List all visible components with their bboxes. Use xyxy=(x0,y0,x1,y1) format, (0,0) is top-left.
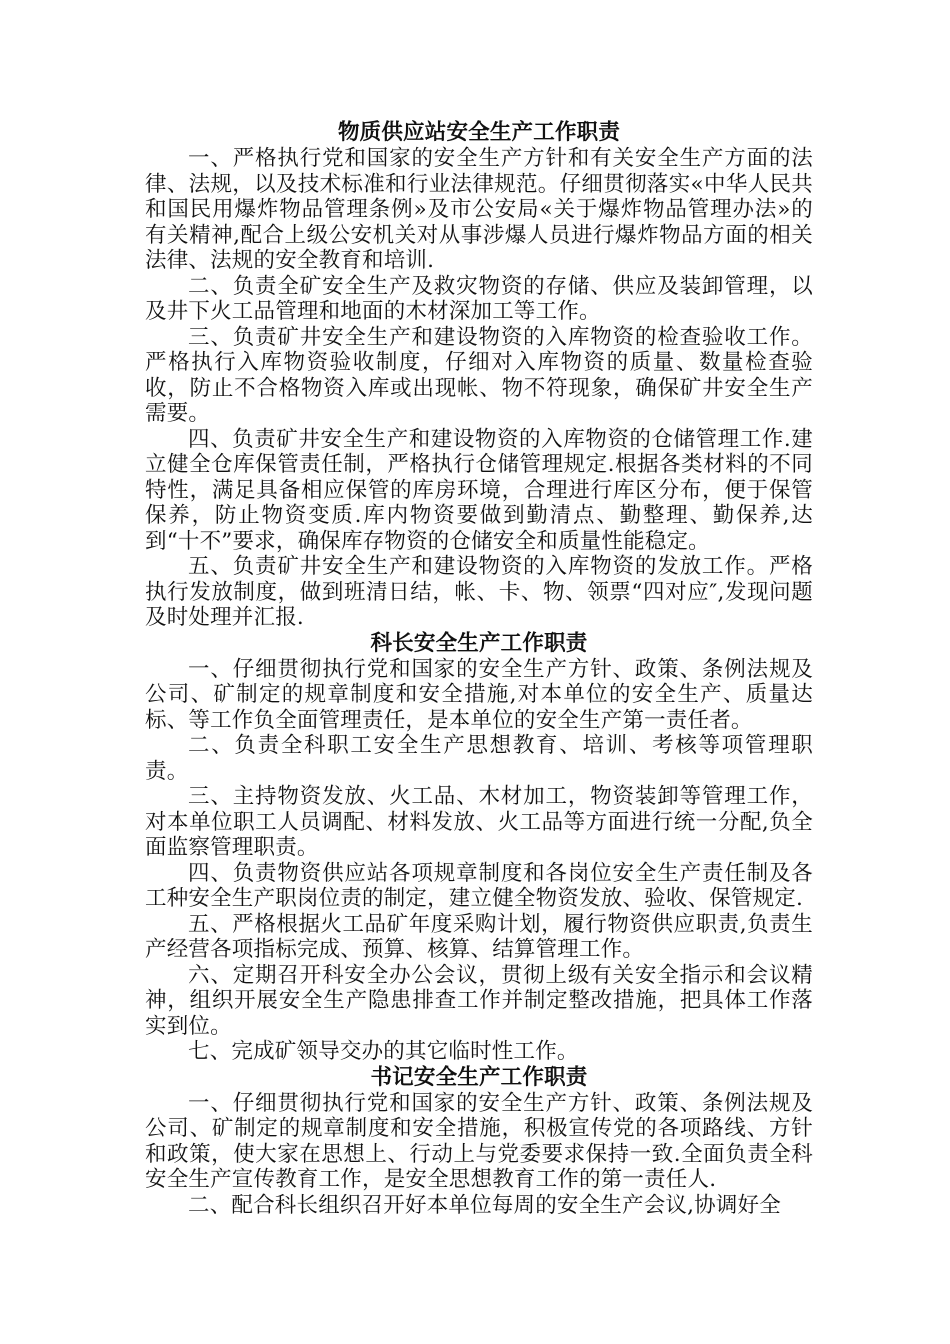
paragraph: 三、负责矿井安全生产和建设物资的入库物资的检查验收工作。严格执行入库物资验收制度，仔细对入库物资的质量、数量检查验收，防止不合格物资入库或出现帐、物不符现象，确保矿井安全生产需要。 xyxy=(145,324,813,426)
paragraph: 二、负责全科职工安全生产思想教育、培训、考核等项管理职责。 xyxy=(145,733,813,784)
paragraph: 二、负责全矿安全生产及救灾物资的存储、供应及装卸管理，以及井下火工品管理和地面的木材深加工等工作。 xyxy=(145,273,813,324)
paragraph: 七、完成矿领导交办的其它临时性工作。 xyxy=(188,1039,579,1064)
paragraph: 一、仔细贯彻执行党和国家的安全生产方针、政策、条例法规及公司、矿制定的规章制度和安全措施,对本单位的安全生产、质量达标、等工作负全面管理责任，是本单位的安全生产第一责任者。 xyxy=(145,656,813,733)
paragraph: 一、严格执行党和国家的安全生产方针和有关安全生产方面的法律、法规，以及技术标准和行业法律规范。仔细贯彻落实«中华人民共和国民用爆炸物品管理条例»及市公安局«关于爆炸物品管理办法»的有关精神,配合上级公安机关对从事涉爆人员进行爆炸物品方面的相关法律、法规的安全教育和培训. xyxy=(145,146,813,273)
section-title: 科长安全生产工作职责 xyxy=(370,630,588,656)
paragraph: 二、配合科长组织召开好本单位每周的安全生产会议,协调好全 xyxy=(188,1192,781,1218)
section-secretary xyxy=(145,1065,813,1219)
paragraph: 五、负责矿井安全生产和建设物资的入库物资的发放工作。严格执行发放制度，做到班清日结，帐、卡、物、领票“四对应″,发现问题及时处理并汇报. xyxy=(145,554,813,630)
document-page xyxy=(145,120,813,1218)
paragraph: 四、负责物资供应站各项规章制度和各岗位安全生产责任制及各工种安全生产职岗位责的制定，建立健全物资发放、验收、保管规定. xyxy=(145,860,813,911)
section-section-chief xyxy=(145,631,813,1065)
paragraph: 一、仔细贯彻执行党和国家的安全生产方针、政策、条例法规及公司、矿制定的规章制度和安全措施，积极宣传党的各项路线、方针和政策，使大家在思想上、行动上与党委要求保持一致.全面负责全科安全生产宣传教育工作，是安全思想教育工作的第一责任人. xyxy=(145,1090,813,1192)
paragraph: 三、主持物资发放、火工品、木材加工，物资装卸等管理工作，对本单位职工人员调配、材料发放、火工品等方面进行统一分配,负全面监察管理职责。 xyxy=(145,784,813,860)
section-supply-station xyxy=(145,120,813,631)
section-title: 物质供应站安全生产工作职责 xyxy=(337,120,621,145)
paragraph: 四、负责矿井安全生产和建设物资的入库物资的仓储管理工作.建立健全仓库保管责任制，严格执行仓储管理规定.根据各类材料的不同特性，满足具备相应保管的库房环境，合理进行库区分布，便于保管保养，防止物资变质.库内物资要做到勤清点、勤整理、勤保养,达到“十不”要求，确保库存物资的仓储安全和质量性能稳定。 xyxy=(145,426,813,554)
section-title: 书记安全生产工作职责 xyxy=(370,1064,588,1090)
paragraph: 五、严格根据火工品矿年度采购计划，履行物资供应职责,负责生产经营各项指标完成、预算、核算、结算管理工作。 xyxy=(145,911,813,962)
paragraph: 六、定期召开科安全办公会议，贯彻上级有关安全指示和会议精神，组织开展安全生产隐患排查工作并制定整改措施，把具体工作落实到位。 xyxy=(145,962,813,1039)
